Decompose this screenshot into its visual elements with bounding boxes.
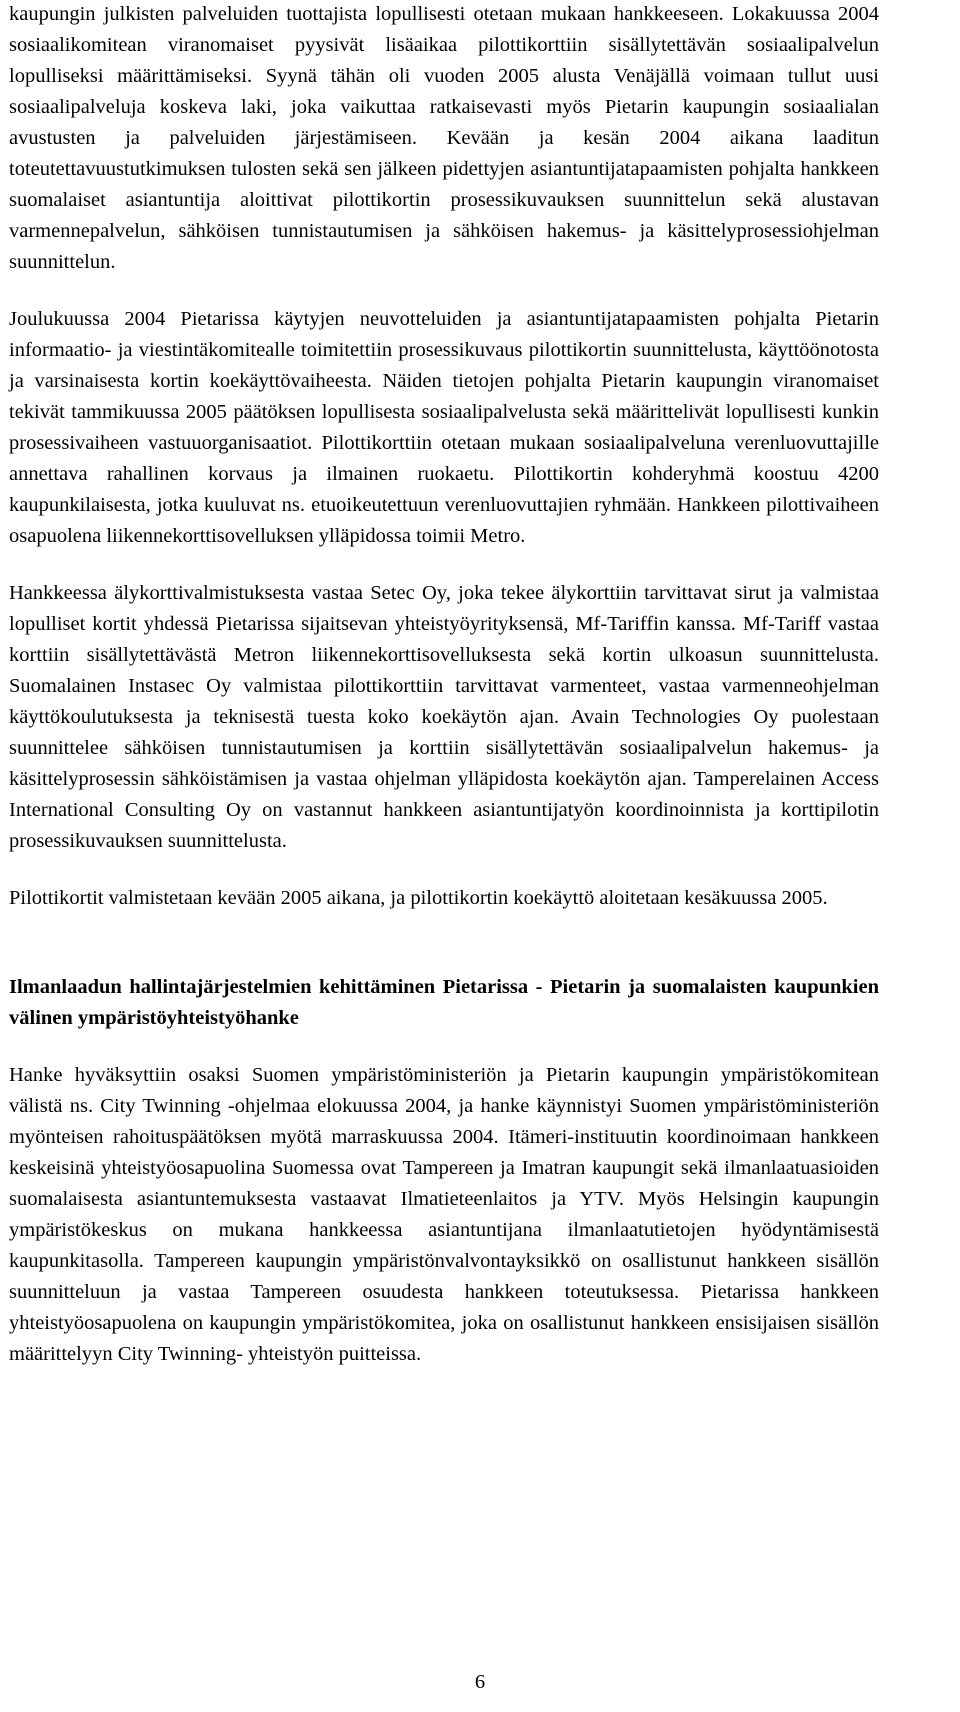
page-number: 6 (474, 1671, 486, 1693)
document-page (9, 0, 879, 1370)
paragraph-1: kaupungin julkisten palveluiden tuottajista lopullisesti otetaan mukaan hankkeeseen. Lokakuussa 2004 sosiaalikomitean viranomaiset pyysivät lisäaikaa pilottikorttiin sisällytettävän sosiaalipalvelun lopulliseksi määrittämiseksi. Syynä tähän oli vuoden 2005 alusta Venäjällä voimaan tullut uusi sosiaalipalveluja koskeva laki, joka vaikuttaa ratkaisevasti myös Pietarin kaupungin sosiaalialan avustusten ja palveluiden järjestämiseen. Kevään ja kesän 2004 aikana laaditun toteutettavuustutkimuksen tulosten sekä sen jälkeen pidettyjen asiantuntijatapaamisten pohjalta hankkeen suomalaiset asiantuntija aloittivat pilottikortin prosessikuvauksen suunnittelun sekä alustavan varmennepalvelun, sähköisen tunnistautumisen ja sähköisen hakemus- ja käsittelyprosessiohjelman suunnittelun. (9, 3, 879, 273)
paragraph-2: Joulukuussa 2004 Pietarissa käytyjen neuvotteluiden ja asiantuntijatapaamisten pohjalta Pietarin informaatio- ja viestintäkomitealle toimitettiin prosessikuvaus pilottikortin suunnittelusta, käyttöönotosta ja varsinaisesta kortin koekäyttövaiheesta. Näiden tietojen pohjalta Pietarin kaupungin viranomaiset tekivät tammikuussa 2005 päätöksen lopullisesta sosiaalipalvelusta sekä määrittelivät lopullisesti kunkin prosessivaiheen vastuuorganisaatiot. Pilottikorttiin otetaan mukaan sosiaalipalveluna verenluovuttajille annettava rahallinen korvaus ja ilmainen ruokaetu. Pilottikortin kohderyhmä koostuu 4200 kaupunkilaisesta, jotka kuuluvat ns. etuoikeutettuun verenluovuttajien ryhmään. Hankkeen pilottivaiheen osapuolena liikennekorttisovelluksen ylläpidossa toimii Metro. (9, 308, 879, 547)
paragraph-5: Hanke hyväksyttiin osaksi Suomen ympäristöministeriön ja Pietarin kaupungin ympäristökomitean välistä ns. City Twinning -ohjelmaa elokuussa 2004, ja hanke käynnistyi Suomen ympäristöministeriön myönteisen rahoituspäätöksen myötä marraskuussa 2004. Itämeri-instituutin koordinoimaan hankkeen keskeisinä yhteistyöosapuolina Suomessa ovat Tampereen ja Imatran kaupungit sekä ilmanlaatuasioiden suomalaisesta asiantuntemuksesta vastaavat Ilmatieteenlaitos ja YTV. Myös Helsingin kaupungin ympäristökeskus on mukana hankkeessa asiantuntijana ilmanlaatutietojen hyödyntämisestä kaupunkitasolla. Tampereen kaupungin ympäristönvalvontayksikkö on osallistunut hankkeen sisällön suunnitteluun ja vastaa Tampereen osuudesta hankkeen toteutuksessa. Pietarissa hankkeen yhteistyöosapuolena on kaupungin ympäristökomitea, joka on osallistunut hankkeen ensisijaisen sisällön määrittelyyn City Twinning- yhteistyön puitteissa. (9, 1064, 879, 1365)
paragraph-4: Pilottikortit valmistetaan kevään 2005 aikana, ja pilottikortin koekäyttö aloitetaan kesäkuussa 2005. (9, 887, 828, 909)
section-heading: Ilmanlaadun hallintajärjestelmien kehittäminen Pietarissa - Pietarin ja suomalaisten kaupunkien välinen ympäristöyhteistyöhanke (9, 976, 879, 1029)
paragraph-3: Hankkeessa älykorttivalmistuksesta vastaa Setec Oy, joka tekee älykorttiin tarvittavat sirut ja valmistaa lopulliset kortit yhdessä Pietarissa sijaitsevan yhteistyöyrityksensä, Mf-Tariffin kanssa. Mf-Tariff vastaa korttiin sisällytettävästä Metron liikennekorttisovelluksesta sekä kortin ulkoasun suunnittelusta. Suomalainen Instasec Oy valmistaa pilottikorttiin tarvittavat varmenteet, vastaa varmenneohjelman käyttökoulutuksesta ja teknisestä tuesta koko koekäytön ajan. Avain Technologies Oy puolestaan suunnittelee sähköisen tunnistautumisen ja korttiin sisällytettävän sosiaalipalvelun hakemus- ja käsittelyprosessin sähköistämisen ja vastaa ohjelman ylläpidosta koekäytön ajan. Tamperelainen Access International Consulting Oy on vastannut hankkeen asiantuntijatyön koordinoinnista ja korttipilotin prosessikuvauksen suunnittelusta. (9, 582, 879, 852)
